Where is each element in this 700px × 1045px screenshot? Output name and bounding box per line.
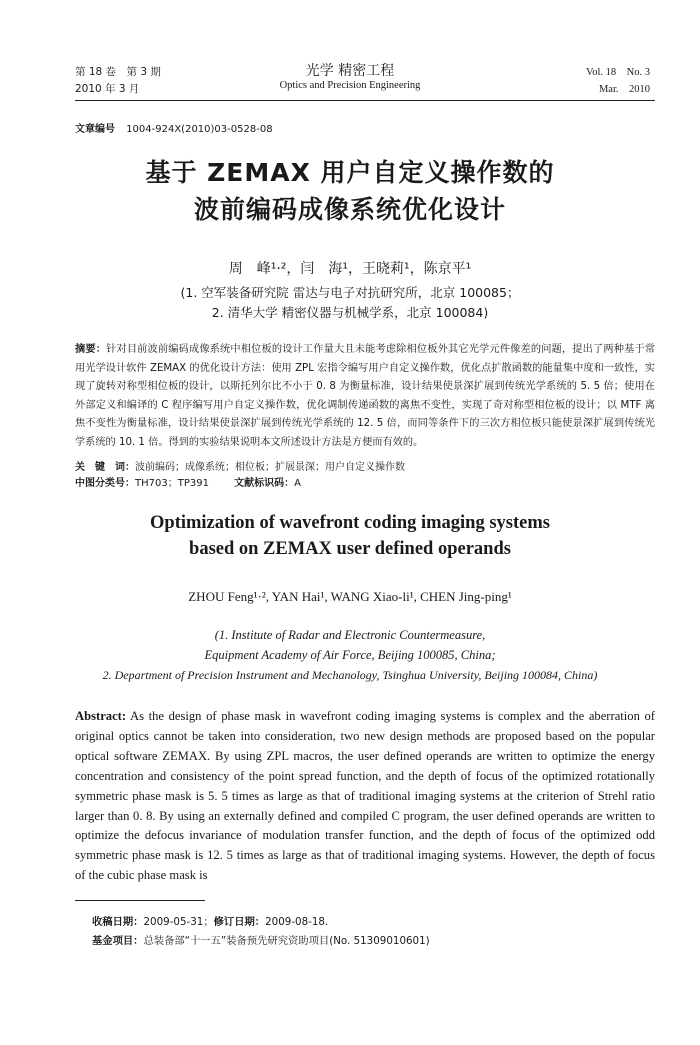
footnote-fund: [92, 932, 430, 947]
abstract-en-label: Abstract:: [75, 709, 127, 723]
footnote-rule: [75, 900, 205, 901]
abstract-en: [75, 707, 655, 886]
affiliation-zh-line2: 2. 清华大学 精密仪器与机械学系，北京 100084): [211, 305, 489, 320]
affiliation-en-line1-text: (1. Institute of Radar and Electronic Countermeasure,: [214, 628, 486, 642]
title-zh-line2: 波前编码成像系统优化设计: [193, 195, 506, 224]
article-number-value: 1004-924X(2010)03-0528-08: [126, 124, 273, 135]
clc-label: 中图分类号：: [75, 478, 135, 489]
journal-title-en: Optics and Precision Engineering: [279, 80, 421, 91]
authors-en: ZHOU Feng¹·², YAN Hai¹, WANG Xiao-li¹, CHEN Jing-ping¹: [188, 589, 512, 604]
keywords-zh-text: 波前编码；成像系统；相位板；扩展景深；用户自定义操作数: [135, 462, 405, 473]
authors-zh: 周 峰¹·²，闫 海¹，王晓莉¹，陈京平¹: [228, 261, 472, 277]
received-label: 收稿日期：: [92, 916, 144, 928]
affiliation-en-line2-text: Equipment Academy of Air Force, Beijing 100085, China;: [204, 648, 496, 662]
fund-text: 总装备部“十一五”装备预先研究资助项目(No. 51309010601): [143, 935, 430, 947]
journal-title-zh: 光学 精密工程: [305, 63, 395, 79]
header-date-en: Mar. 2010: [598, 84, 650, 95]
affiliation-en-line3-text: 2. Department of Precision Instrument and Mechanology, Tsinghua University, Beijing 100084, China): [102, 668, 598, 682]
abstract-zh-label: 摘要：: [75, 344, 107, 355]
title-en-line1: Optimization of wavefront coding imaging systems: [150, 513, 550, 533]
keywords-zh: [75, 458, 405, 473]
affiliation-en-line1: [0, 628, 700, 643]
doc-code-label: 文献标识码：: [234, 478, 295, 489]
title-en-line2: based on ZEMAX user defined operands: [189, 539, 511, 559]
article-number-label: 文章编号: [75, 124, 115, 135]
keywords-zh-label: 关 键 词：: [75, 462, 135, 473]
affiliation-en-line2: [0, 648, 700, 663]
doc-code-value: A: [294, 478, 301, 489]
affiliation-en-line3: [0, 668, 700, 683]
revised-label: 修订日期：: [213, 916, 266, 928]
revised-date: 2009-08-18.: [265, 916, 329, 928]
header-volume-zh: 第 18 卷 第 3 期: [75, 66, 161, 78]
classification: [75, 474, 301, 489]
header-rule: [75, 100, 655, 101]
header-volume-en: Vol. 18 No. 3: [586, 67, 650, 78]
abstract-en-text: As the design of phase mask in wavefront coding imaging systems is complex and the aberration of original optics cannot be taken into consideration, two new design methods are proposed based on the popular optical software ZEMAX. By using ZPL macros, the user defined operands are written to optimize the energy concentration and consistency of the point spread function, and the depth of focus of the optimized rotationally symmetric phase mask is 5. 5 times as large as that of traditional imaging systems at the criterion of Strehl ratio larger than 0. 8. By using an externally defined and compiled C program, the user defined operands are written to optimize the defocus invariance of modulation transfer function, and the depth of focus of the optimized odd symmetric phase mask is 12. 5 times as large as that of traditional imaging systems. However, the depth of focus of the cubic phase mask is: [75, 709, 655, 883]
abstract-zh: [75, 341, 655, 453]
affiliation-zh-line1: (1. 空军装备研究院 雷达与电子对抗研究所，北京 100085；: [180, 285, 520, 300]
received-date: 2009-05-31；: [143, 916, 214, 928]
abstract-zh-text: 针对目前波前编码成像系统中相位板的设计工作量大且未能考虑除相位板外其它光学元件像差的问题，提出了两种基于常用光学设计软件 ZEMAX 的优化设计方法：使用 ZPL 宏指令编写用户自定义操作数，优化点扩散函数的能量集中度和一致性，实现了旋转对称型相位板的设计，以斯托列尔比不小于 0. 8 为衡量标准，设计结果使景深扩展到传统光学系统的 5. 5 倍；使用在外部定义和编译的 C 程序编写用户自定义操作数，优化调制传递函数的离焦不变性，实现了奇对称型相位板的设计；以 MTF 离焦不变性为衡量标准，设计结果使景深扩展到传统光学系统的 12. 5 倍，而同等条件下的三次方相位板只能使景深扩展到传统光学系统的 10. 1 倍。得到的实验结果说明本文所述设计方法是方便而有效的。: [75, 344, 656, 448]
header-date-zh: 2010 年 3 月: [75, 83, 140, 95]
footnote-dates: [92, 913, 328, 928]
fund-label: 基金项目：: [92, 935, 144, 947]
article-number: [75, 120, 273, 135]
clc-value: TH703；TP391: [135, 478, 209, 489]
title-zh-line1: 基于 ZEMAX 用户自定义操作数的: [145, 158, 555, 187]
